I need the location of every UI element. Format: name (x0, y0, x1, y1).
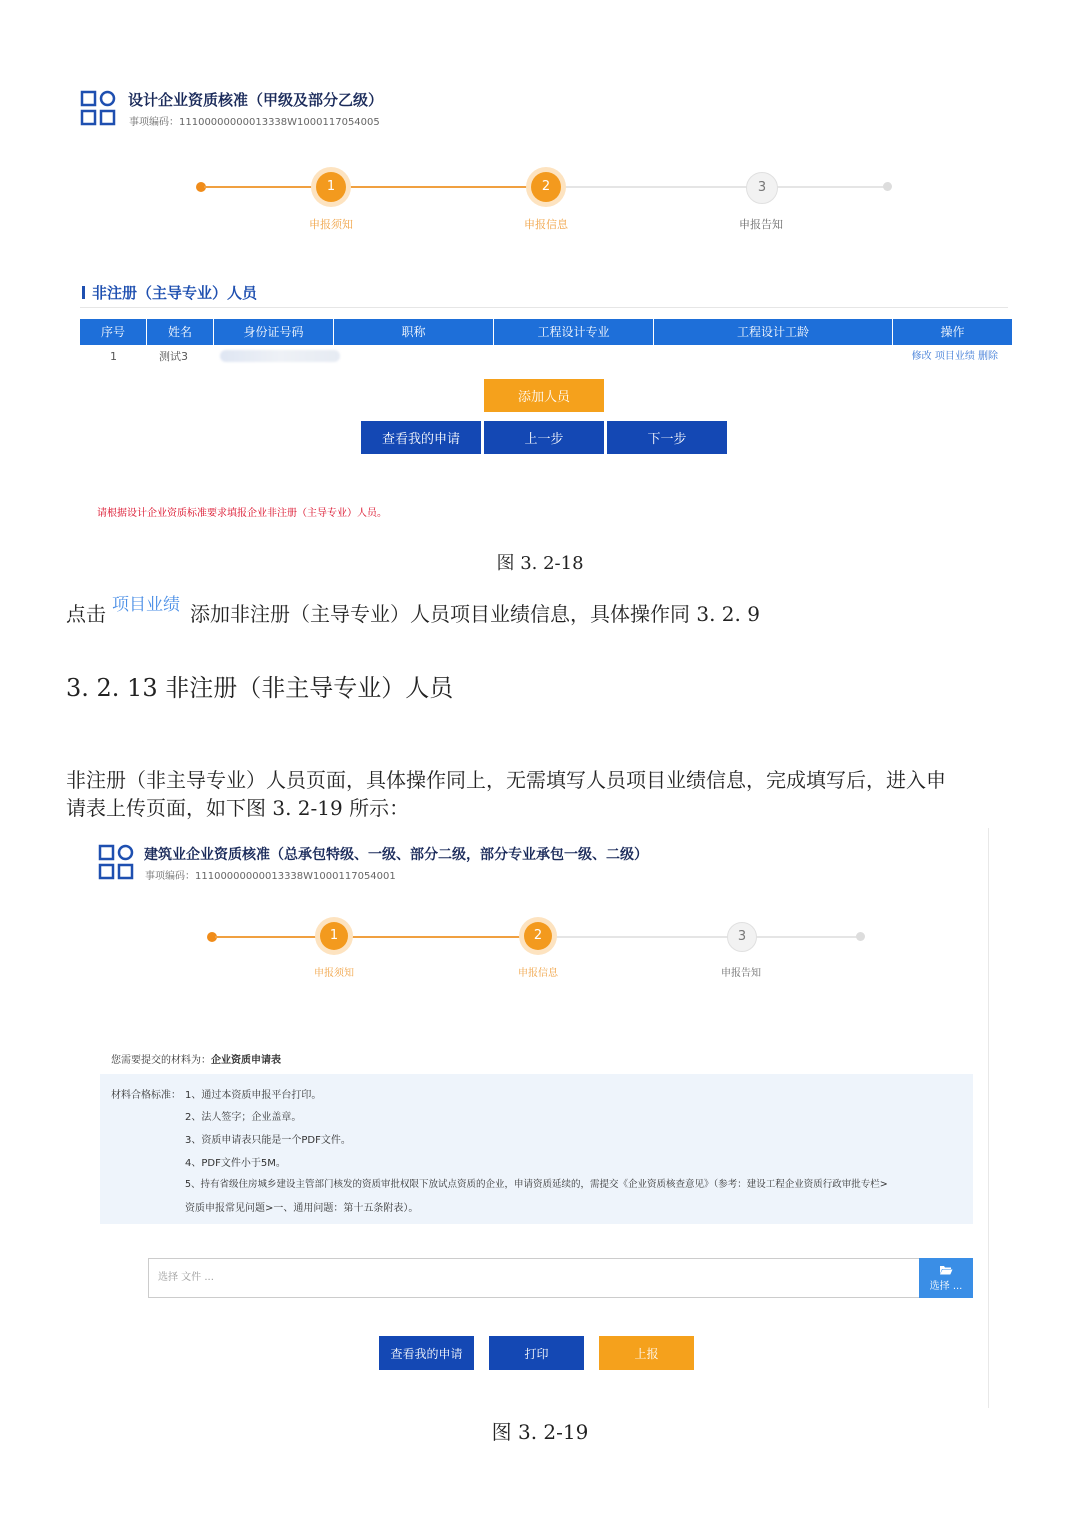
step-2-label: 申报信息 (524, 218, 568, 231)
criteria-item: 1、通过本资质申报平台打印。 (185, 1090, 322, 1101)
section-divider (80, 307, 1008, 308)
previous-step-button[interactable]: 上一步 (484, 421, 604, 454)
stepper-remaining-line (546, 186, 886, 188)
print-button[interactable]: 打印 (489, 1336, 584, 1370)
requirement-note: 请根据设计企业资质标准要求填报企业非注册（主导专业）人员。 (97, 508, 387, 519)
item-code: 事项编码：11100000000013338W1000117054005 (129, 117, 380, 128)
paragraph-line-1: 非注册（非主导专业）人员页面，具体操作同上，无需填写人员项目业绩信息，完成填写后，进入申 (66, 768, 946, 792)
criteria-item: 4、PDF文件小于5M。 (185, 1158, 286, 1169)
criteria-panel (100, 1074, 973, 1224)
view-my-application-button[interactable]: 查看我的申请 (361, 421, 481, 454)
step-1-circle[interactable]: 1 (316, 172, 346, 202)
table-row (80, 345, 1012, 369)
stepper-end-dot (883, 182, 892, 191)
col-header-years: 工程设计工龄 (654, 319, 893, 345)
step-2-circle[interactable]: 2 (531, 172, 561, 202)
step-1-label: 申报须知 (314, 968, 354, 979)
grid-logo-icon (98, 844, 134, 880)
criteria-item: 5、持有省级住房城乡建设主管部门核发的资质审批权限下放试点资质的企业，申请资质延续的，需提交《企业资质核查意见》（参考：建设工程企业资质行政审批专栏> (185, 1179, 888, 1190)
add-person-button[interactable]: 添加人员 (484, 379, 604, 412)
next-step-button[interactable]: 下一步 (607, 421, 727, 454)
section-heading: 3. 2. 13 非注册（非主导专业）人员 (66, 674, 454, 702)
page-title: 建筑业企业资质核准（总承包特级、一级、部分二级，部分专业承包一级、二级） (144, 847, 648, 863)
criteria-item: 2、法人签字；企业盖章。 (185, 1112, 302, 1123)
cell-years (654, 345, 893, 369)
col-header-major: 工程设计专业 (494, 319, 654, 345)
required-material-name: 企业资质申请表 (211, 1055, 281, 1066)
criteria-label: 材料合格标准： (111, 1090, 181, 1101)
step-1-circle[interactable]: 1 (320, 922, 348, 950)
step-3-label: 申报告知 (739, 218, 783, 231)
figure-right-border (988, 828, 989, 1408)
step-3-circle[interactable]: 3 (746, 172, 778, 204)
project-performance-link[interactable]: 项目业绩 (112, 595, 180, 615)
submit-report-button[interactable]: 上报 (599, 1336, 694, 1370)
file-path-input[interactable]: 选择 文件 ... (148, 1258, 920, 1298)
paragraph-line-2: 请表上传页面，如下图 3. 2-19 所示： (66, 796, 410, 820)
step-2-circle[interactable]: 2 (524, 922, 552, 950)
col-header-actions: 操作 (940, 325, 965, 339)
view-my-application-button[interactable]: 查看我的申请 (379, 1336, 474, 1370)
grid-logo-icon (80, 90, 116, 126)
required-material-prefix: 您需要提交的材料为： (111, 1055, 211, 1066)
col-header-name: 姓名 (147, 319, 214, 345)
cell-index: 1 (110, 350, 117, 363)
col-header-title: 职称 (334, 319, 494, 345)
step-2-label: 申报信息 (518, 968, 558, 979)
criteria-item: 资质申报常见问题>一、通用问题：第十五条附表）。 (185, 1203, 419, 1214)
folder-open-icon (939, 1264, 953, 1275)
click-suffix-text: 添加非注册（主导专业）人员项目业绩信息，具体操作同 3. 2. 9 (190, 602, 760, 626)
table-header (80, 319, 1012, 345)
page-title: 设计企业资质核准（甲级及部分乙级） (128, 91, 384, 109)
stepper-progress-line (204, 186, 546, 188)
personnel-table (80, 319, 1012, 369)
file-select-button[interactable] (919, 1258, 973, 1298)
item-code: 事项编码：11100000000013338W1000117054001 (145, 871, 396, 882)
cell-major (494, 345, 654, 369)
col-header-index: 序号 (80, 319, 147, 345)
redacted-id-blur (220, 350, 340, 362)
click-prefix-text: 点击 (66, 602, 106, 626)
figure-caption-18: 图 3. 2-18 (496, 553, 584, 574)
section-title-marker (82, 286, 85, 299)
criteria-item: 3、资质申请表只能是一个PDF文件。 (185, 1135, 351, 1146)
stepper-remaining-line (539, 936, 859, 938)
row-actions-links[interactable]: 修改 项目业绩 删除 (911, 351, 998, 362)
step-1-label: 申报须知 (309, 218, 353, 231)
required-material (111, 1051, 281, 1066)
step-3-label: 申报告知 (721, 968, 761, 979)
cell-name: 测试3 (159, 350, 188, 363)
cell-title (334, 345, 494, 369)
figure-caption-19: 图 3. 2-19 (491, 1420, 589, 1444)
file-select-label: 选择 ... (929, 1281, 963, 1292)
cell-id-number (214, 345, 334, 369)
col-header-id: 身份证号码 (214, 319, 334, 345)
step-3-circle[interactable]: 3 (727, 922, 757, 952)
stepper-progress-line (215, 936, 539, 938)
section-title: 非注册（主导专业）人员 (92, 284, 258, 302)
stepper-end-dot (856, 932, 865, 941)
